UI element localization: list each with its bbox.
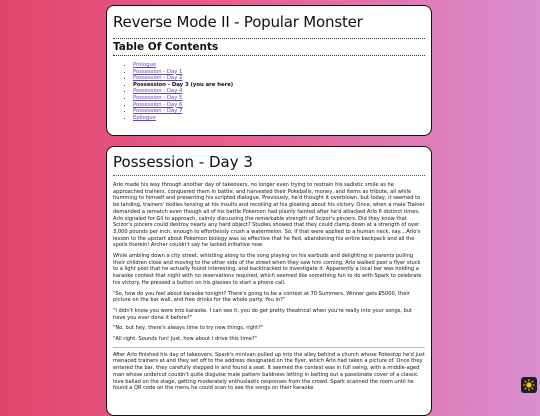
- toc-item-epilogue[interactable]: [133, 115, 425, 122]
- toc-item-day-6[interactable]: [133, 102, 425, 109]
- toc-link-epilogue[interactable]: Epilogue: [133, 114, 156, 121]
- toc-item-day-3-current: • Possession - Day 3 (you are here): [133, 82, 425, 89]
- chapter-paragraph: "All right. Sounds fun! Just, how about I drive this time?": [113, 336, 257, 343]
- toc-link-day-1[interactable]: Possession - Day 1: [133, 68, 183, 75]
- toc-link-day-4[interactable]: Possession - Day 4: [133, 88, 183, 95]
- theme-toggle-button[interactable]: [521, 377, 537, 393]
- toc-item-day-2[interactable]: [133, 75, 425, 82]
- toc-link-day-7[interactable]: Possession - Day 7: [133, 108, 183, 115]
- toc-item-day-1[interactable]: [133, 69, 425, 76]
- chapter-paragraph: "No, but hey, there's always time to try new things, right?": [113, 325, 264, 332]
- toc-heading: Table Of Contents: [113, 38, 425, 56]
- chapter-paragraph: "So, how do you feel about karaoke tonight? There's going to be a contest at 70 Summers. Winner gets ₽5000, their picture on the bar wall, and free drinks for the whole party. You in?": [113, 290, 410, 304]
- chapter-title: Possession - Day 3: [113, 154, 425, 176]
- chapter-paragraph: "I didn't know you were into karaoke. I can see it, you do get pretty theatrical when you're really into your songs, but have you ever done it before?": [113, 307, 413, 321]
- toc-list: [113, 62, 425, 121]
- toc-item-day-4[interactable]: [133, 88, 425, 95]
- toc-item-prologue[interactable]: [133, 62, 425, 69]
- scene-break-divider: [113, 347, 425, 348]
- chapter-paragraph: After Arlo finished his day of takeovers, Spark's minivan pulled up into the alley behind a church whose Pokestop he'd just menaced trainers at and they set off to the address designated on the flyer, which Arlo had taken a picture of. Once they entered the bar, they carefully stepped in and found a seat. It seemed the contest was in full swing, with a middle-aged man whose undercut couldn't quite disguise male pattern baldness letting in belting out a passionate cover of a classic love ballad on the stage, getting moderately enthusiastic responses from the crowd. Spark scanned the room until he found a QR code on the menu he could scan to see the songs on their karaoke: [113, 351, 425, 392]
- toc-link-day-2[interactable]: Possession - Day 2: [133, 75, 183, 82]
- toc-item-day-7[interactable]: [133, 108, 425, 115]
- toc-link-prologue[interactable]: Prologue: [133, 62, 157, 68]
- sun-icon: [523, 379, 535, 391]
- story-title: Reverse Mode II - Popular Monster: [113, 13, 363, 31]
- chapter-panel: [106, 146, 432, 416]
- toc-link-day-6[interactable]: Possession - Day 6: [133, 101, 183, 108]
- chapter-paragraph: While ambling down a city street, whistling along to the song playing on his earbuds and delighting in parents pulling their children close and moving to the other side of the street when they saw him coming, Arlo walked past a flyer stuck to a light post that he actually found interesting, and backtracked to investigate it. Apparently a local bar was holding a karaoke contest that night with no reservations required, which seemed like something fun to do with Spark to celebrate his victory. He pressed a button on his glasses to start a phone call.: [113, 253, 422, 286]
- story-header-panel: [106, 5, 432, 136]
- toc-link-day-5[interactable]: Possession - Day 5: [133, 94, 183, 101]
- toc-item-day-5[interactable]: [133, 95, 425, 102]
- chapter-paragraph: Arlo made his way through another day of takeovers, no longer even trying to restrain his sadistic smile as he approached trainers, conquered them in battle, and harvested their Pokeballs, money, and items as tribute, all while humming to himself and presenting his scripted dialogue. Previously, he'd thought it overblown, but today, it seemed to be landing, trainers' bodies tensing at his insults and recoiling at his gloating about his victory. Once, when a male Trainer demanded a rematch even though all of his battle Pokemon had plainly fainted after he'd attacked Arlo 6 distinct times, Arlo signaled for Gil to approach, calmly discussing the remarkable strength of Scizor's pincers. Did they know that Scizor's pincers could destroy nearly any hard object? Studies showed that they could clamp down at a strength of over 3,000 pounds per inch, enough to effortlessly crush a watermelon. So, if that were applied to a human neck, say....Arlo's lesson to the upstart about Pokemon biology was so effective that he fled, abandoning his entire backpack and all the spoils therein! Archer couldn't say he lacked initiative now.: [113, 182, 425, 249]
